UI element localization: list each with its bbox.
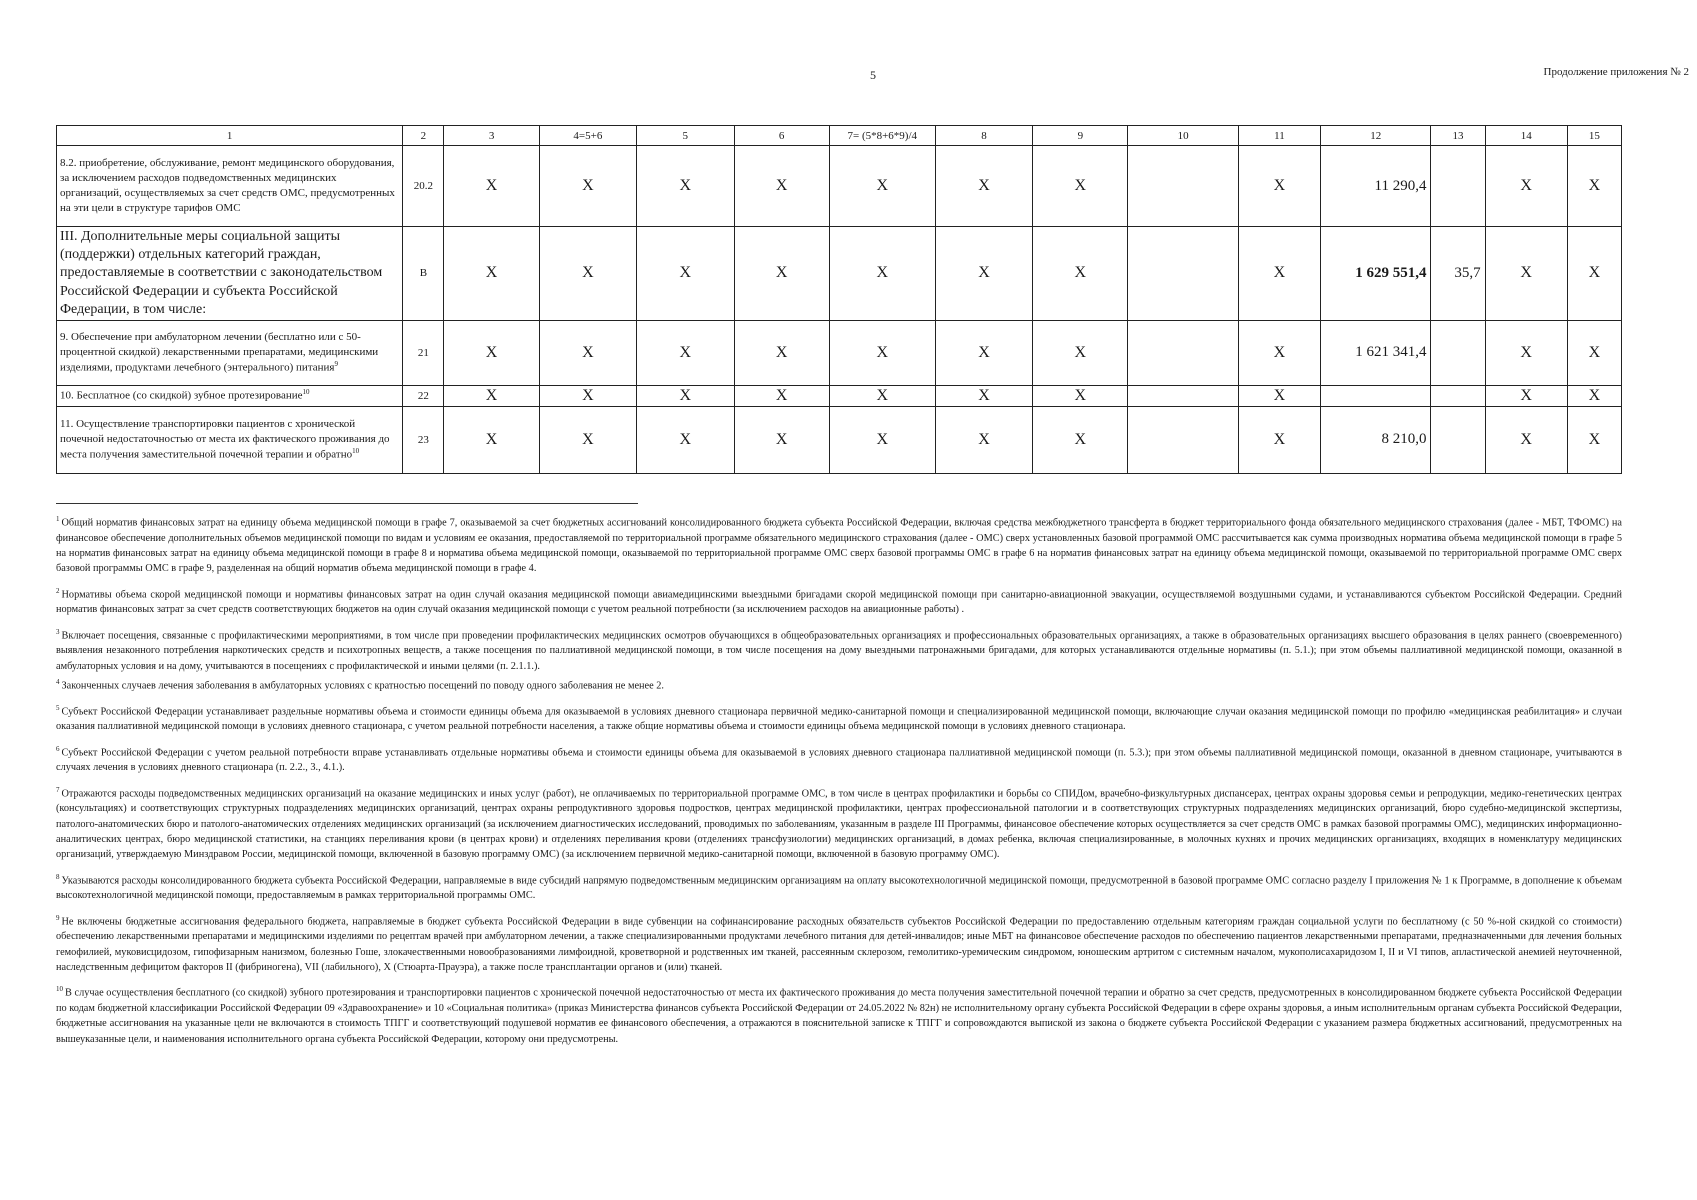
footnote-text: Нормативы объема скорой медицинской помощи и нормативы финансовых затрат на один случай оказания медицинской помощи авиамедицинскими выездными бригадами скорой медицинской помощи при санитарно-авиационной эвакуации, осуществляемой воздушными судами, и устанавливаются субъектом Российской Федерации. Средний норматив финансовых затрат за счет средств соответствующих бюджетов на один случай оказания медицинской помощи с учетом реальной потребности (за исключением расходов на авиационные работы) .: [56, 589, 1622, 616]
footnote-number: 1: [56, 515, 60, 523]
header-cell: 7= (5*8+6*9)/4: [829, 126, 935, 146]
cell-x: X: [935, 227, 1032, 321]
footnote: [56, 911, 1622, 976]
cell-x: X: [829, 406, 935, 473]
footnote-number: 9: [56, 913, 60, 922]
row-code: 23: [403, 406, 444, 473]
footnote-number: 4: [56, 677, 60, 686]
cell-percent: [1431, 146, 1485, 227]
cell-x: X: [1238, 227, 1320, 321]
cell-x: X: [444, 406, 539, 473]
cell-x: X: [1567, 406, 1621, 473]
cell-amount: 1 621 341,4: [1321, 320, 1431, 385]
footnote-text: Общий норматив финансовых затрат на единицу объема медицинской помощи в графе 7, оказываемой за счет бюджетных ассигнований консолидированного бюджета субъекта Российской Федерации, включая средства межбюджетного трансферта в бюджет территориального фонда обязательного медицинского страхования (далее - МБТ, ТФОМС) на финансовое обеспечение дополнительных объемов медицинской помощи по видам и условиям ее оказания, предоставляемой по территориальной программе обязательного медицинского страхования (далее - ОМС) сверх установленных базовой программой ОМС рассчитывается как сумма производных норматива объема медицинской помощи в графе 5 на норматив финансовых затрат на единицу объема медицинской помощи в графе 8 и норматива объема медицинской помощи, оказываемой по территориальной программе ОМС сверх базовой программы ОМС в графе 6 на норматив финансовых затрат на единицу объема медицинской помощи, оказываемой по территориальной программе ОМС сверх базовой программы ОМС в графе 9, разделенная на общий норматив объема медицинской помощи в графе 4.: [56, 517, 1622, 575]
cell-amount: 1 629 551,4: [1321, 227, 1431, 321]
footnote: [56, 625, 1622, 674]
cell-x: X: [444, 146, 539, 227]
header-cell: 4=5+6: [539, 126, 636, 146]
cell-x: X: [637, 406, 734, 473]
footnote-text: Законченных случаев лечения заболевания в амбулаторных условиях с кратностью посещений по поводу одного заболевания не менее 2.: [61, 680, 664, 692]
cell-x: X: [935, 320, 1032, 385]
cell-x: X: [1238, 406, 1320, 473]
cell-x: X: [444, 385, 539, 406]
header-cell: 2: [403, 126, 444, 146]
cell-x: X: [1485, 227, 1567, 321]
footnote-text: Субъект Российской Федерации устанавливает раздельные нормативы объема и стоимости единицы объема для оказываемой в условиях дневного стационара первичной медико-санитарной помощи и специализированной медицинской помощи, включающие случаи оказания медицинской помощи по профилю «медицинская реабилитация» и случаи оказания паллиативной медицинской помощи в условиях дневного стационара, с учетом реальной потребности населения, а также общие нормативы объема и стоимости единицы объема медицинской помощи в условиях дневного стационара.: [56, 706, 1622, 733]
cell-x: X: [1485, 385, 1567, 406]
cell-x: X: [1238, 385, 1320, 406]
footnote-ref: 10: [352, 447, 360, 456]
row-code: 20.2: [403, 146, 444, 227]
cell-x: X: [734, 385, 829, 406]
cell-x: X: [444, 227, 539, 321]
page-number: 5: [870, 68, 876, 82]
cell-x: X: [829, 320, 935, 385]
cell-x: X: [935, 406, 1032, 473]
cell-x: X: [734, 406, 829, 473]
cell-x: X: [1033, 227, 1128, 321]
cell-percent: [1431, 320, 1485, 385]
cell-empty: [1128, 146, 1238, 227]
header-cell: 6: [734, 126, 829, 146]
row-name: [57, 227, 403, 321]
row-name-text: III. Дополнительные меры социальной защиты (поддержки) отдельных категорий граждан, предоставляемые в соответствии с законодательством Российской Федерации и субъекта Российской Федерации, в том числе:: [60, 229, 383, 317]
cell-x: X: [637, 320, 734, 385]
cell-x: X: [829, 385, 935, 406]
footnote: [56, 512, 1622, 577]
cell-x: X: [539, 406, 636, 473]
header-cell: 12: [1321, 126, 1431, 146]
header-cell: 15: [1567, 126, 1621, 146]
footnote-separator: [56, 503, 638, 504]
footnote-number: 6: [56, 744, 60, 753]
header-cell: 5: [637, 126, 734, 146]
cell-x: X: [1567, 227, 1621, 321]
footnote: [56, 675, 1622, 694]
header-cell: 13: [1431, 126, 1485, 146]
footnote-text: Отражаются расходы подведомственных медицинских организаций на оказание медицинских и иных услуг (работ), не оплачиваемых по территориальной программе ОМС, в том числе в центрах профилактики и борьбы со СПИДом, врачебно-физкультурных диспансерах, центрах охраны здоровья семьи и репродукции, медико-генетических центрах (консультациях) и соответствующих структурных подразделениях медицинских организаций, центрах охраны репродуктивного здоровья подростков, центрах медицинской профилактики, центрах профессиональной патологии и в соответствующих структурных подразделениях медицинских организаций, бюро судебно-медицинской экспертизы, патолого-анатомических бюро и патолого-анатомических отделениях медицинских организаций (за исключением диагностических исследований, проводимых по заболеваниям, указанным в разделе III Программы, финансовое обеспечение которых осуществляется за счет средств ОМС в рамках базовой программы ОМС), медицинских информационно-аналитических центрах, бюро медицинской статистики, на станциях переливания крови (в центрах крови) и отделениях переливания крови (отделениях трансфузиологии) медицинских организаций, в домах ребенка, включая специализированные, в молочных кухнях и прочих медицинских организациях, входящих в номенклатуру медицинских организаций, утверждаемую Минздравом России, медицинской помощи, включенной в базовую программу ОМС) (за исключением первичной медико-санитарной помощи, включенной в базовую программу ОМС).: [56, 788, 1622, 861]
cell-percent: 35,7: [1431, 227, 1485, 321]
table-row: [57, 385, 1622, 406]
row-code: В: [403, 227, 444, 321]
header-cell: 8: [935, 126, 1032, 146]
footnote-number: 7: [56, 785, 60, 794]
cell-x: X: [1567, 385, 1621, 406]
cell-empty: [1128, 227, 1238, 321]
cell-x: X: [444, 320, 539, 385]
cell-x: X: [734, 146, 829, 227]
cell-x: X: [1033, 385, 1128, 406]
footnote-number: 8: [56, 872, 60, 881]
cell-x: X: [539, 227, 636, 321]
footnote-text: Указываются расходы консолидированного бюджета субъекта Российской Федерации, направляемые в виде субсидий напрямую подведомственным медицинским организациям на оплату высокотехнологичной медицинской помощи, предусмотренной в базовой программе ОМС согласно разделу I приложения № 1 к Программе, в дополнение к объемам высокотехнологичной медицинской помощи, предоставляемым в рамках территориальной программы ОМС.: [56, 875, 1622, 902]
cell-amount: [1321, 385, 1431, 406]
cell-amount: 8 210,0: [1321, 406, 1431, 473]
cell-x: X: [734, 227, 829, 321]
footnote: [56, 701, 1622, 735]
footnote: [56, 982, 1622, 1047]
cell-percent: [1431, 406, 1485, 473]
header-cell: 9: [1033, 126, 1128, 146]
table-row: [57, 146, 1622, 227]
cell-empty: [1128, 320, 1238, 385]
cell-x: X: [539, 320, 636, 385]
cell-x: X: [1485, 320, 1567, 385]
table-row: [57, 320, 1622, 385]
cell-empty: [1128, 406, 1238, 473]
row-name: [57, 385, 403, 406]
footnote-text: Не включены бюджетные ассигнования федерального бюджета, направляемые в бюджет субъекта Российской Федерации в виде субвенции на софинансирование расходных обязательств субъектов Российской Федерации по предоставлению отдельным категориям граждан социальной услуги по бесплатному (с 50 %-ной скидкой со стоимости) обеспечению лекарственными препаратами и медицинскими изделиями по рецептам врачей при амбулаторном лечении, а также специализированными продуктами лечебного питания для детей-инвалидов; иные МБТ на финансовое обеспечение расходов по обеспечению пациентов лекарственными препаратами, предназначенными для лечения больных гемофилией, муковисцидозом, гипофизарным нанизмом, болезнью Гоше, злокачественными новообразованиями лимфоидной, кроветворной и родственных им тканей, рассеянным склерозом, гемолитико-уремическим синдромом, юношеским артритом с системным началом, мукополисахаридозом I, II и VI типов, апластической анемией неуточненной, наследственным дефицитом факторов II (фибриногена), VII (лабильного), X (Стюарта-Прауэра), а также после трансплантации органов и (или) тканей.: [56, 916, 1622, 973]
header-cell: 14: [1485, 126, 1567, 146]
footnote-number: 3: [56, 627, 60, 636]
cell-x: X: [1238, 320, 1320, 385]
header-row: [57, 126, 1622, 146]
cell-x: X: [1033, 406, 1128, 473]
cell-x: X: [637, 227, 734, 321]
cell-x: X: [935, 146, 1032, 227]
cell-percent: [1431, 385, 1485, 406]
footnotes: [56, 512, 1622, 1054]
cell-x: X: [1033, 320, 1128, 385]
table-row: [57, 406, 1622, 473]
cell-x: X: [829, 227, 935, 321]
cell-x: X: [637, 146, 734, 227]
footnote-number: 2: [56, 586, 60, 595]
header-cell: 10: [1128, 126, 1238, 146]
cell-amount: 11 290,4: [1321, 146, 1431, 227]
cell-x: X: [1238, 146, 1320, 227]
row-code: 21: [403, 320, 444, 385]
footnote-ref: 9: [334, 360, 338, 369]
row-name-text: 11. Осуществление транспортировки пациентов с хронической почечной недостаточностью от места их фактического проживания до места получения заместительной почечной терапии и обратно: [60, 418, 390, 461]
row-name: [57, 406, 403, 473]
cell-x: X: [935, 385, 1032, 406]
cell-x: X: [1485, 406, 1567, 473]
row-name-text: 9. Обеспечение при амбулаторном лечении (бесплатно или с 50-процентной скидкой) лекарственными препаратами, медицинскими изделиями, продуктами лечебного (энтерального) питания: [60, 331, 379, 374]
footnote: [56, 870, 1622, 904]
cell-x: X: [539, 385, 636, 406]
cell-x: X: [1485, 146, 1567, 227]
cell-x: X: [734, 320, 829, 385]
cell-x: X: [1033, 146, 1128, 227]
footnote-ref: 10: [302, 388, 310, 397]
footnote: [56, 742, 1622, 776]
cell-x: X: [1567, 320, 1621, 385]
table-row: [57, 227, 1622, 321]
cell-x: X: [637, 385, 734, 406]
footnote: [56, 783, 1622, 863]
financing-table: [56, 125, 1622, 474]
footnote-number: 10: [56, 985, 63, 994]
header-cell: 11: [1238, 126, 1320, 146]
footnote-text: В случае осуществления бесплатного (со скидкой) зубного протезирования и транспортировки пациентов с хронической почечной недостаточностью от места их фактического проживания до места получения заместительной почечной терапии и обратно за счет средств, предусмотренных в консолидированном бюджете субъекта Российской Федерации по кодам бюджетной классификации Российской Федерации 09 «Здравоохранение» и 10 «Социальная политика» (приказ Министерства финансов субъекта Российской Федерации от 24.05.2022 № 82н) не исполнительному органу субъекта Российской Федерации в сфере охраны здоровья, а иным исполнительным органам субъекта Российской Федерации, бюджетные ассигнования на указанные цели не включаются в стоимость ТПГГ и соответствующий подушевой норматив ее финансового обеспечения, а отражаются в пояснительной записке к ТПГГ и сопровождаются выпиской из закона о бюджете субъекта Российской Федерации с указанием размера бюджетных ассигнований, предусмотренных на вышеуказанные цели, и наименования исполнительного органа субъекта Российской Федерации, которому они предусмотрены.: [56, 987, 1622, 1045]
header-cell: 1: [57, 126, 403, 146]
row-name-text: 8.2. приобретение, обслуживание, ремонт медицинского оборудования, за исключением расходов подведомственных медицинских организаций, осуществляемых за счет средств ОМС, предусмотренных на эти цели в структуре тарифов ОМС: [60, 157, 395, 214]
footnote-number: 5: [56, 703, 60, 712]
cell-x: X: [539, 146, 636, 227]
cell-x: X: [829, 146, 935, 227]
footnote-text: Субъект Российской Федерации с учетом реальной потребности вправе устанавливать отдельные нормативы объема и стоимости единицы объема для оказываемой в условиях дневного стационара паллиативной медицинской помощи (п. 5.3.); при этом объемы паллиативной медицинской помощи, оказанной в дневном стационаре, учитываются в случаях лечения в условиях дневного стационара (п. 2.2., 3., 4.1.).: [56, 747, 1622, 774]
row-name-text: 10. Бесплатное (со скидкой) зубное протезирование: [60, 389, 303, 402]
appendix-label: Продолжение приложения № 2: [1543, 66, 1689, 78]
header-cell: 3: [444, 126, 539, 146]
cell-empty: [1128, 385, 1238, 406]
row-name: [57, 320, 403, 385]
cell-x: X: [1567, 146, 1621, 227]
row-code: 22: [403, 385, 444, 406]
row-name: [57, 146, 403, 227]
footnote: [56, 584, 1622, 618]
footnote-text: Включает посещения, связанные с профилактическими мероприятиями, в том числе при проведении профилактических медицинских осмотров обучающихся в общеобразовательных организациях и профессиональных образовательных организациях, а также в образовательных организациях высшего образования в целях раннего (своевременного) выявления незаконного потребления наркотических средств и психотропных веществ, а также посещения по паллиативной медицинской помощи, в том числе посещения на дому выездными патронажными бригадами, для которых устанавливаются отдельные нормативы (п. 5.1.); при этом объемы паллиативной медицинской помощи, оказанной в амбулаторных условия и на дому, учитываются в посещениях с профилактической и иными целями (п. 2.1.1.).: [56, 630, 1622, 672]
